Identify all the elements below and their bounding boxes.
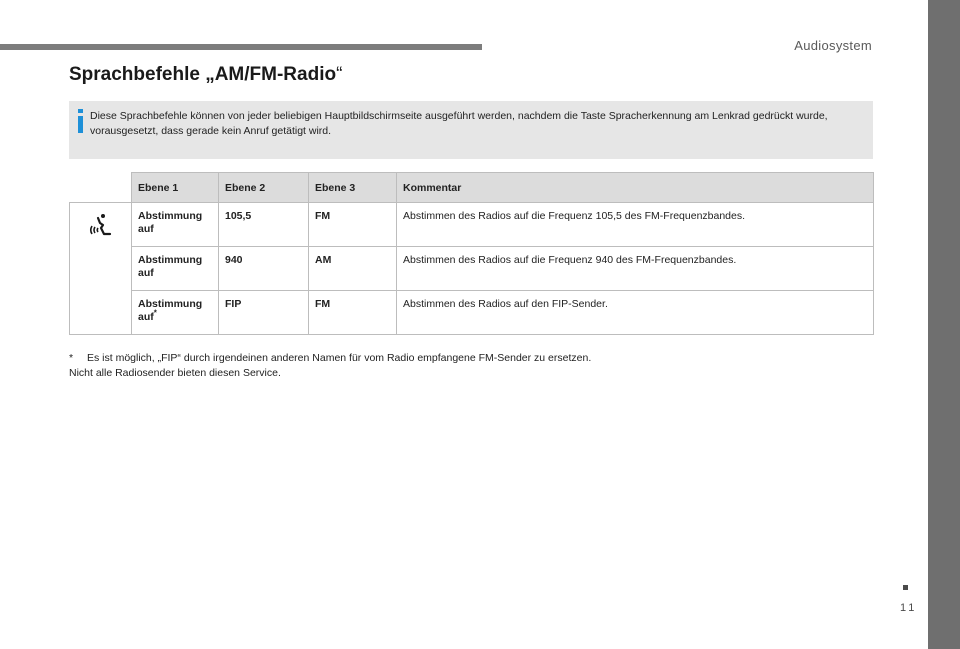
- level1-cell: [132, 247, 219, 291]
- page-number: 11: [900, 602, 918, 614]
- page-title: [69, 64, 342, 86]
- footnote-marker: *: [153, 308, 157, 318]
- footnote-line-2: Nicht alle Radiosender bieten diesen Service.: [69, 367, 281, 379]
- level1-cell: [132, 291, 219, 335]
- level3-cell: FM: [309, 291, 397, 335]
- level1-text: Abstimmung auf: [138, 298, 203, 323]
- comment-cell: Abstimmen des Radios auf die Frequenz 940 des FM-Frequenzbandes.: [397, 247, 874, 291]
- level2-cell: 105,5: [219, 203, 309, 247]
- table-header-comment: Kommentar: [397, 173, 874, 203]
- level2-cell: 940: [219, 247, 309, 291]
- table-header-row: [70, 173, 874, 203]
- comment-cell: Abstimmen des Radios auf den FIP-Sender.: [397, 291, 874, 335]
- comment-cell: Abstimmen des Radios auf die Frequenz 105,5 des FM-Frequenzbandes.: [397, 203, 874, 247]
- level1-text: Abstimmung auf: [138, 210, 203, 235]
- level1-text: Abstimmung auf: [138, 254, 203, 279]
- table-header-level1: Ebene 1: [132, 173, 219, 203]
- footnote: [69, 351, 591, 381]
- footnote-text-1: Es ist möglich, „FIP“ durch irgendeinen anderen Namen für vom Radio empfangene FM-Sender zu ersetzen.: [87, 352, 592, 364]
- page-side-bar: [928, 0, 960, 649]
- voice-command-table: [69, 172, 874, 335]
- info-icon-dot: [78, 109, 83, 113]
- section-label: Audiosystem: [794, 38, 872, 53]
- voice-command-icon-cell: [70, 203, 132, 335]
- info-icon: [77, 109, 87, 133]
- table-header-level3: Ebene 3: [309, 173, 397, 203]
- info-box: [69, 101, 873, 159]
- page-title-close-quote: “: [336, 64, 343, 85]
- voice-command-icon: [88, 213, 114, 237]
- level3-cell: FM: [309, 203, 397, 247]
- table-row: [70, 247, 874, 291]
- table-row: [70, 291, 874, 335]
- footnote-line-1: [69, 351, 591, 366]
- level1-cell: [132, 203, 219, 247]
- table-row: [70, 203, 874, 247]
- header-rule: [0, 44, 482, 50]
- page-title-text: Sprachbefehle „AM/FM-Radio: [69, 64, 337, 85]
- footnote-star: *: [69, 352, 74, 364]
- table-header-blank: [70, 173, 132, 203]
- table-header-level2: Ebene 2: [219, 173, 309, 203]
- info-icon-bar: [78, 116, 83, 133]
- info-text: Diese Sprachbefehle können von jeder beliebigen Hauptbildschirmseite ausgeführt werden, nachdem die Taste Spracherkennung am Lenkrad gedrückt wurde, vorausgesetzt, dass gerade kein Anruf getätigt wird.: [90, 110, 828, 137]
- level3-cell: AM: [309, 247, 397, 291]
- level2-cell: FIP: [219, 291, 309, 335]
- page-marker: [903, 585, 908, 590]
